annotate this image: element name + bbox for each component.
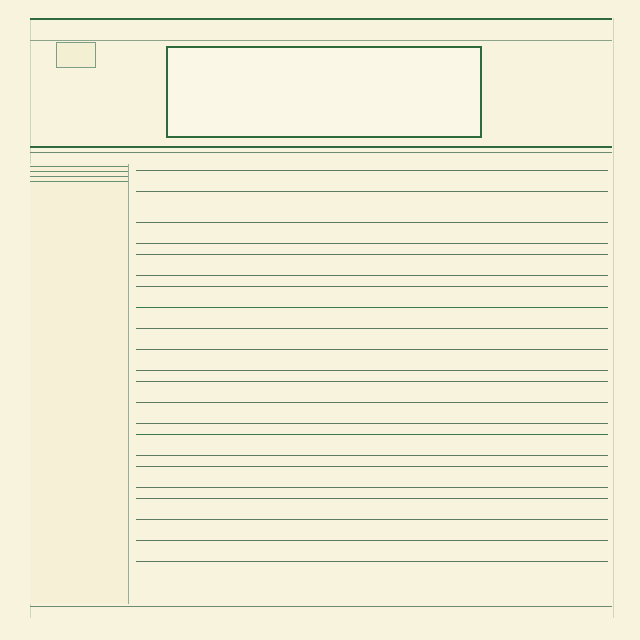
- body-line: [136, 318, 608, 329]
- body-line: [136, 212, 608, 223]
- section-divider: [30, 146, 612, 148]
- title-box: [166, 46, 482, 138]
- body-line: [136, 329, 608, 339]
- body-line: [136, 530, 608, 541]
- body-line: [136, 192, 608, 202]
- sidebar-divider: [30, 171, 128, 172]
- section-divider-thin: [30, 152, 612, 153]
- body-line: [136, 456, 608, 467]
- body-line: [136, 202, 608, 212]
- sidebar-divider: [30, 181, 128, 182]
- body-line: [136, 413, 608, 424]
- body-line: [136, 160, 608, 171]
- body-line: [136, 297, 608, 308]
- sidebar-divider: [30, 166, 128, 167]
- body-line: [136, 435, 608, 445]
- body-line: [136, 360, 608, 371]
- body-line: [136, 509, 608, 520]
- body-line: [136, 467, 608, 477]
- body-line: [136, 371, 608, 382]
- sidebar-divider: [30, 176, 128, 177]
- logo-stamp: [56, 42, 96, 68]
- body-line: [136, 265, 608, 276]
- body-line: [136, 541, 608, 551]
- body-line: [136, 477, 608, 488]
- body-line: [136, 181, 608, 192]
- body-line: [136, 551, 608, 562]
- body-line: [136, 339, 608, 350]
- body-line: [136, 244, 608, 255]
- body-line: [136, 403, 608, 413]
- document-footer: [30, 606, 612, 621]
- main-content: [136, 160, 608, 606]
- body-line: [136, 233, 608, 244]
- body-line: [136, 424, 608, 435]
- body-line: [136, 445, 608, 456]
- body-line: [136, 287, 608, 297]
- sidebar-index: [30, 164, 129, 604]
- body-line: [136, 499, 608, 509]
- body-line: [136, 223, 608, 233]
- body-line: [136, 171, 608, 181]
- body-line: [136, 308, 608, 318]
- document-header: [30, 18, 612, 41]
- body-line: [136, 382, 608, 392]
- body-line: [136, 520, 608, 530]
- body-line: [136, 392, 608, 403]
- body-line: [136, 350, 608, 360]
- body-line: [136, 276, 608, 287]
- body-line: [136, 488, 608, 499]
- body-line: [136, 255, 608, 265]
